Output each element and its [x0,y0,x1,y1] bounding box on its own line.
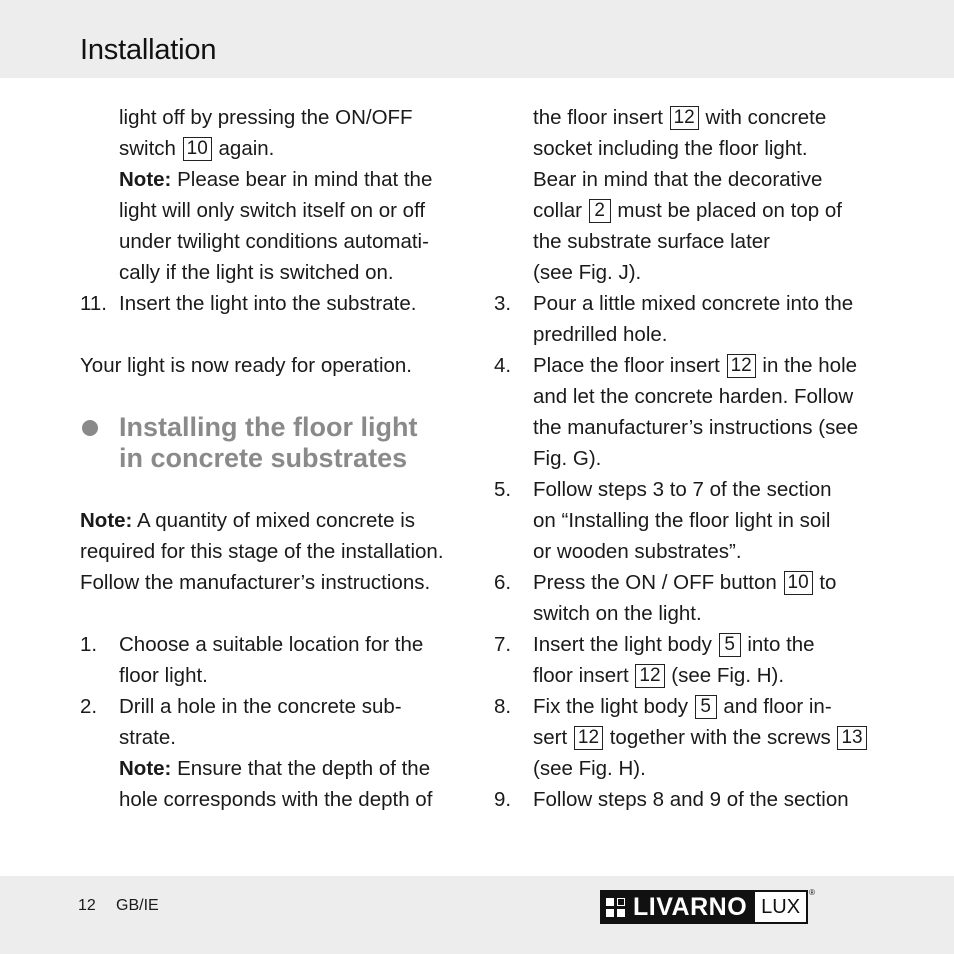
part-reference: 5 [719,633,741,657]
step-text: or wooden substrates”. [533,540,742,563]
list-item [494,567,884,629]
logo-sub-text: LUX [761,895,801,918]
logo-mark-icon [606,898,625,917]
logo-main [600,890,755,924]
text: Press the ON / OFF button [533,571,777,594]
text: in the hole [762,354,858,377]
brand-logo [600,888,816,924]
step-text: Insert the light into the substrate. [119,292,417,315]
text: together with the screws [609,726,831,749]
step-text: Drill a hole in the concrete sub- [119,695,402,718]
list-item [80,691,470,815]
paragraph [80,102,470,133]
step-text [533,350,884,381]
step-text: hole corresponds with the depth of [119,788,433,811]
step-text [533,691,884,722]
paragraph: (see Fig. J). [533,261,642,284]
logo-square [617,898,625,906]
step-number: 8. [494,695,512,718]
text: again. [218,137,275,160]
part-reference: 10 [784,571,813,595]
text: Ensure that the depth of the [177,757,431,780]
step-text [533,567,884,598]
step-number: 5. [494,478,512,501]
part-reference: 12 [727,354,756,378]
text: sert [533,726,568,749]
spacer [80,598,470,629]
list-item [494,474,884,567]
paragraph: Follow the manufacturer’s instructions. [80,571,431,594]
list-item [494,691,884,784]
note [80,164,470,195]
step-text: and let the concrete harden. Follow [533,385,854,408]
text: Fix the light body [533,695,688,718]
step-text: the manufacturer’s instructions (see [533,416,859,439]
step-number: 7. [494,633,512,656]
bullet-icon [82,420,98,436]
paragraph: light will only switch itself on or off [119,199,426,222]
part-reference: 5 [695,695,717,719]
text: A quantity of mixed concrete is [136,509,415,532]
step-text: switch on the light. [533,602,702,625]
text: switch [119,137,176,160]
paragraph: Bear in mind that the decorative [533,168,823,191]
paragraph: cally if the light is switched on. [119,261,394,284]
step-text: Follow steps 8 and 9 of the section [533,788,849,811]
logo-sub [755,888,816,924]
text: floor insert [533,664,629,687]
paragraph: Your light is now ready for operation. [80,354,412,377]
text: into the [747,633,815,656]
list-item [494,784,884,815]
list-item [494,629,884,691]
step-text [533,722,884,753]
step-text: on “Installing the floor light in soil [533,509,831,532]
text: Insert the light body [533,633,712,656]
note-label: Note: [119,168,172,191]
page-number: 12 [78,897,96,914]
text: with concrete [705,106,827,129]
paragraph: the substrate surface later [533,230,771,253]
paragraph [494,195,884,226]
section-heading [80,412,470,474]
step-text: predrilled hole. [533,323,668,346]
step-text: strate. [119,726,176,749]
list-item [80,629,470,691]
text: the floor insert [533,106,663,129]
list-item [494,350,884,474]
text: to [819,571,837,594]
part-reference: 12 [635,664,664,688]
text: (see Fig. H). [671,664,785,687]
paragraph [494,102,884,133]
step-number: 1. [80,633,98,656]
text: light off by pressing the ON/OFF [119,106,413,129]
note [80,505,470,536]
part-reference: 13 [837,726,866,750]
logo-square [606,898,614,906]
text: must be placed on top of [617,199,842,222]
text: and floor in- [723,695,832,718]
step-number: 2. [80,695,98,718]
step-text: Choose a suitable location for the [119,633,424,656]
step-number: 11. [80,292,107,315]
part-reference: 12 [574,726,603,750]
step-text: floor light. [119,664,208,687]
right-column [494,102,884,815]
paragraph: socket including the floor light. [533,137,808,160]
spacer [80,319,470,350]
text: Please bear in mind that the [177,168,433,191]
paragraph: under twilight conditions automati- [119,230,429,253]
spacer [80,381,470,404]
paragraph: required for this stage of the installation. [80,540,444,563]
part-reference: 2 [589,199,611,223]
list-item [80,288,470,319]
text: Place the floor insert [533,354,720,377]
logo-text: LIVARNO [633,892,748,921]
step-text: (see Fig. H). [533,757,646,780]
step-text: Follow steps 3 to 7 of the section [533,478,832,501]
paragraph [80,133,470,164]
text: collar [533,199,582,222]
list-item [494,288,884,350]
note [119,753,470,784]
registered-mark: ® [809,888,816,897]
heading-line: Installing the floor light [119,412,418,442]
step-text [533,660,884,691]
part-reference: 10 [183,137,212,161]
spacer [80,474,470,505]
step-number: 6. [494,571,512,594]
logo-square [606,909,614,917]
step-text: Fig. G). [533,447,602,470]
step-number: 9. [494,788,512,811]
left-column [80,102,470,815]
step-number: 3. [494,292,512,315]
note-label: Note: [80,509,133,532]
heading-line: in concrete substrates [119,443,408,473]
note-label: Note: [119,757,172,780]
step-text: Pour a little mixed concrete into the [533,292,854,315]
page-title: Installation [80,34,217,66]
part-reference: 12 [670,106,699,130]
step-text [533,629,884,660]
step-number: 4. [494,354,512,377]
logo-square [617,909,625,917]
language-code: GB/IE [116,897,159,914]
